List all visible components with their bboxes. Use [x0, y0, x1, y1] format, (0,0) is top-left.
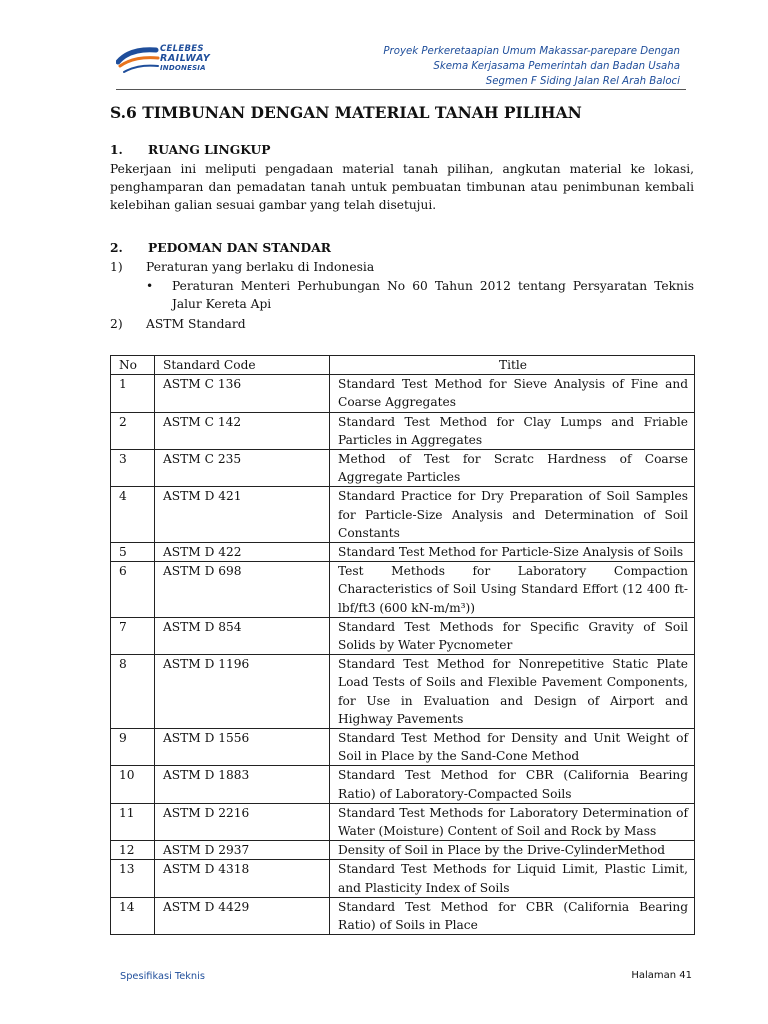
header-no: No [111, 356, 155, 375]
row-title: Standard Test Method for Nonrepetitive Static Plate Load Tests of Soils and Flexible Pavement Components, for Use in Evaluation and Design of Airport and Highway Pavements [330, 655, 695, 729]
row-title: Standard Test Method for Sieve Analysis of Fine and Coarse Aggregates [330, 375, 695, 412]
row-number: 11 [111, 803, 155, 840]
list-item-1 [110, 258, 374, 276]
section-1-heading [110, 142, 271, 157]
row-title: Standard Test Methods for Liquid Limit, Plastic Limit, and Plasticity Index of Soils [330, 860, 695, 897]
row-standard-code: ASTM D 422 [155, 543, 330, 562]
row-standard-code: ASTM D 4429 [155, 897, 330, 934]
table-row [111, 562, 695, 618]
row-number: 14 [111, 897, 155, 934]
section-2-number: 2. [110, 240, 123, 255]
table-row [111, 766, 695, 803]
company-logo [116, 44, 216, 78]
logo-line-1: CELEBES [160, 44, 204, 54]
logo-line-3: INDONESIA [160, 64, 206, 72]
astm-standards-table [110, 355, 695, 935]
list-item-1-text: Peraturan yang berlaku di Indonesia [146, 260, 375, 274]
row-number: 10 [111, 766, 155, 803]
table-body [111, 375, 695, 935]
project-header [383, 44, 680, 89]
row-title: Standard Test Method for CBR (California Bearing Ratio) of Laboratory-Compacted Soils [330, 766, 695, 803]
row-title: Standard Practice for Dry Preparation of Soil Samples for Particle-Size Analysis and Determination of Soil Constants [330, 487, 695, 543]
row-number: 1 [111, 375, 155, 412]
table-row [111, 729, 695, 766]
header-divider [116, 89, 686, 90]
row-standard-code: ASTM D 1196 [155, 655, 330, 729]
row-number: 13 [111, 860, 155, 897]
table-row [111, 412, 695, 449]
section-1-title: RUANG LINGKUP [148, 142, 271, 157]
row-number: 12 [111, 841, 155, 860]
project-line-3: Segmen F Siding Jalan Rel Arah Baloci [485, 76, 680, 87]
list-item-1-number: 1) [110, 260, 123, 274]
row-standard-code: ASTM D 1883 [155, 766, 330, 803]
row-number: 6 [111, 562, 155, 618]
row-standard-code: ASTM C 136 [155, 375, 330, 412]
row-number: 8 [111, 655, 155, 729]
row-standard-code: ASTM D 698 [155, 562, 330, 618]
bullet-text: Peraturan Menteri Perhubungan No 60 Tahun 2012 tentang Persyaratan Teknis Jalur Kereta Api [172, 279, 694, 311]
table-row [111, 375, 695, 412]
section-1-number: 1. [110, 142, 123, 157]
table-header-row [111, 356, 695, 375]
row-number: 2 [111, 412, 155, 449]
table-row [111, 897, 695, 934]
row-number: 3 [111, 450, 155, 487]
row-standard-code: ASTM D 2937 [155, 841, 330, 860]
footer-page-number: Halaman 41 [631, 970, 692, 981]
bullet-icon: • [146, 279, 154, 293]
row-number: 7 [111, 617, 155, 654]
row-standard-code: ASTM D 2216 [155, 803, 330, 840]
row-title: Density of Soil in Place by the Drive-CylinderMethod [330, 841, 695, 860]
row-title: Standard Test Methods for Specific Gravity of Soil Solids by Water Pycnometer [330, 617, 695, 654]
row-standard-code: ASTM D 421 [155, 487, 330, 543]
list-item-2-text: ASTM Standard [146, 317, 246, 331]
table-row [111, 617, 695, 654]
logo-line-2: RAILWAY [160, 53, 211, 64]
row-standard-code: ASTM D 4318 [155, 860, 330, 897]
row-standard-code: ASTM D 854 [155, 617, 330, 654]
row-title: Method of Test for Scratc Hardness of Coarse Aggregate Particles [330, 450, 695, 487]
table-row [111, 543, 695, 562]
row-title: Standard Test Method for Clay Lumps and Friable Particles in Aggregates [330, 412, 695, 449]
document-title: S.6 TIMBUNAN DENGAN MATERIAL TANAH PILIHAN [110, 103, 582, 122]
row-standard-code: ASTM C 142 [155, 412, 330, 449]
row-title: Standard Test Method for CBR (California Bearing Ratio) of Soils in Place [330, 897, 695, 934]
row-standard-code: ASTM C 235 [155, 450, 330, 487]
table-row [111, 655, 695, 729]
row-number: 4 [111, 487, 155, 543]
header-standard-code: Standard Code [155, 356, 330, 375]
section-2-title: PEDOMAN DAN STANDAR [148, 240, 331, 255]
row-number: 9 [111, 729, 155, 766]
footer-spec-label: Spesifikasi Teknis [120, 971, 205, 982]
header-title: Title [330, 356, 695, 375]
project-line-2: Skema Kerjasama Pemerintah dan Badan Usaha [433, 61, 680, 72]
row-number: 5 [111, 543, 155, 562]
row-title: Standard Test Methods for Laboratory Determination of Water (Moisture) Content of Soil and Rock by Mass [330, 803, 695, 840]
table-row [111, 841, 695, 860]
row-title: Standard Test Method for Particle-Size Analysis of Soils [330, 543, 695, 562]
section-2-heading [110, 240, 331, 255]
table-row [111, 803, 695, 840]
table-row [111, 450, 695, 487]
project-line-1: Proyek Perkeretaapian Umum Makassar-parepare Dengan [383, 46, 680, 57]
railway-logo-icon [116, 44, 160, 78]
row-standard-code: ASTM D 1556 [155, 729, 330, 766]
table-row [111, 860, 695, 897]
list-item-2 [110, 315, 246, 333]
table-row [111, 487, 695, 543]
list-item-2-number: 2) [110, 317, 123, 331]
section-1-paragraph: Pekerjaan ini meliputi pengadaan material tanah pilihan, angkutan material ke lokasi, penghamparan dan pemadatan tanah untuk pembuatan timbunan atau penimbunan kembali kelebihan galian sesuai gambar yang telah disetujui. [110, 162, 694, 212]
row-title: Standard Test Method for Density and Unit Weight of Soil in Place by the Sand-Cone Method [330, 729, 695, 766]
row-title: Test Methods for Laboratory Compaction Characteristics of Soil Using Standard Effort (12 400 ft-lbf/ft3 (600 kN-m/m³)) [330, 562, 695, 618]
